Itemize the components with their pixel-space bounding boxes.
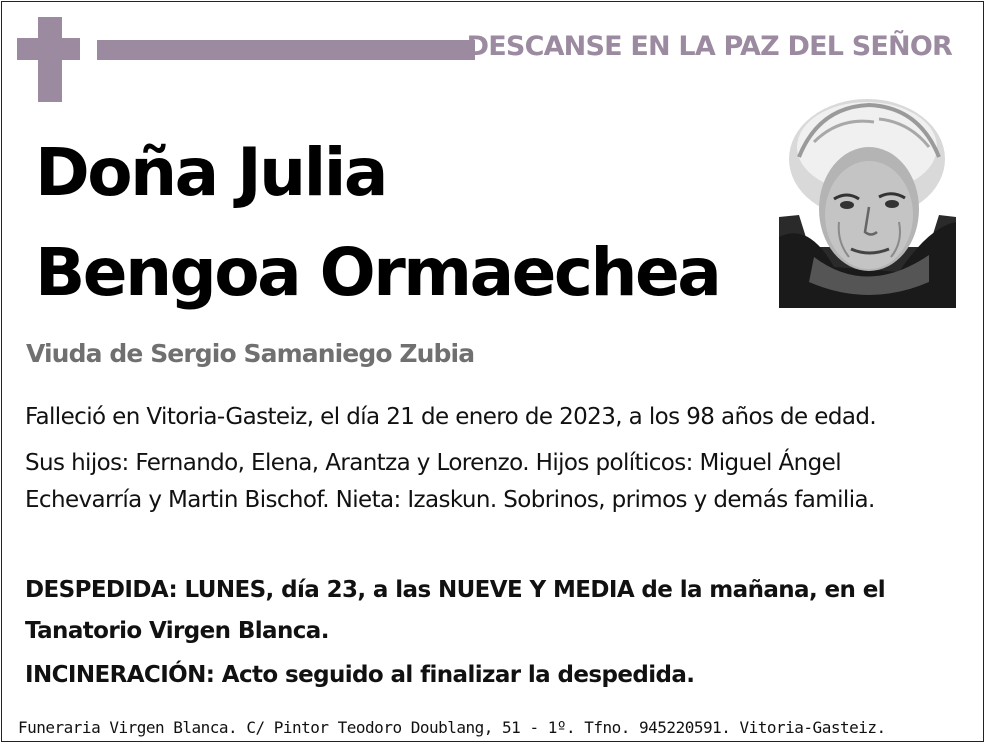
widow-of-line: Viuda de Sergio Samaniego Zubia: [26, 339, 475, 368]
deceased-name-line2: Bengoa Ormaechea: [35, 234, 720, 311]
header-motto: DESCANSE EN LA PAZ DEL SEÑOR: [466, 31, 952, 62]
deceased-name-line1: Doña Julia: [35, 134, 386, 211]
cremation-details: INCINERACIÓN: Acto seguido al finalizar la despedida.: [25, 662, 695, 688]
portrait-photo: [779, 97, 956, 308]
death-notice: Falleció en Vitoria-Gasteiz, el día 21 de enero de 2023, a los 98 años de edad.: [25, 404, 877, 430]
funeral-home-footer: Funeraria Virgen Blanca. C/ Pintor Teodoro Doublang, 51 - 1º. Tfno. 945220591. Vitoria-Gasteiz.: [18, 718, 886, 737]
header-divider: [97, 40, 475, 60]
farewell-details: DESPEDIDA: LUNES, día 23, a las NUEVE Y MEDIA de la mañana, en el Tanatorio Virgen Blanca.: [25, 577, 885, 644]
family-list: Sus hijos: Fernando, Elena, Arantza y Lorenzo. Hijos políticos: Miguel Ángel Echevarría y Martin Bischof. Nieta: Izaskun. Sobrinos, primos y demás familia.: [25, 450, 875, 513]
cross-icon-arm: [17, 38, 80, 60]
